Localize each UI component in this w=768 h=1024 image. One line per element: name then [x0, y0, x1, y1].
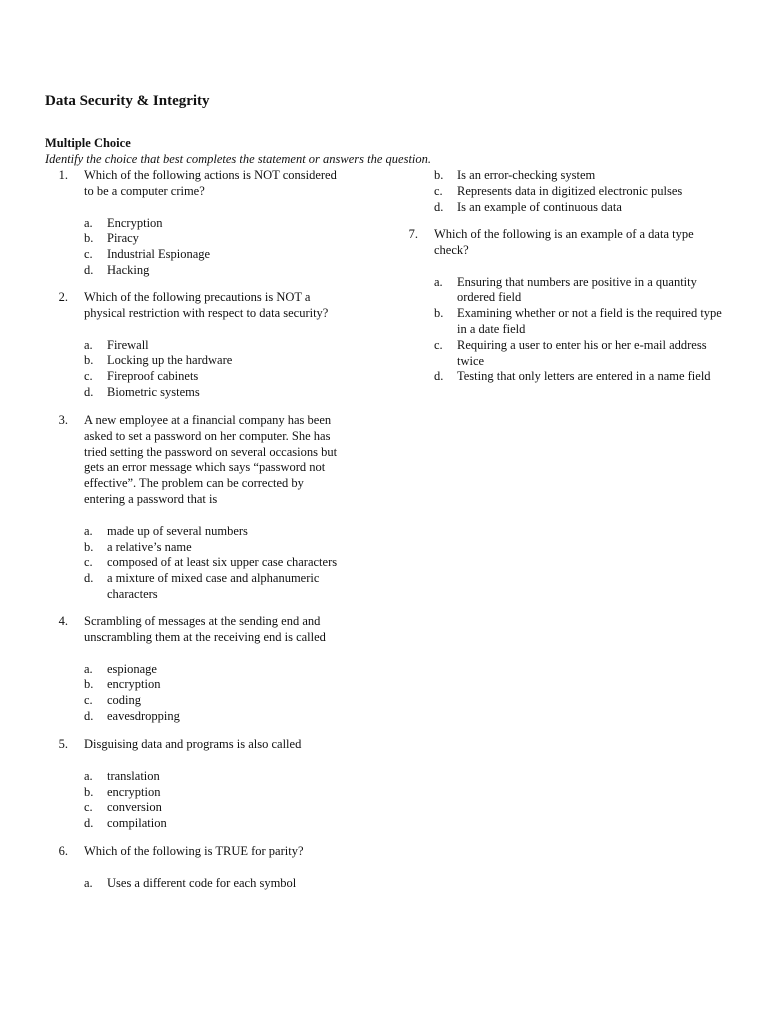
- option: [395, 306, 725, 338]
- option-letter: c.: [84, 369, 93, 384]
- question-2: [45, 290, 345, 401]
- option-letter: a.: [84, 768, 93, 783]
- option: [45, 571, 345, 603]
- option: [45, 385, 345, 401]
- option-letter: a.: [84, 215, 93, 230]
- question-6: [45, 844, 345, 892]
- option-letter: d.: [84, 571, 94, 586]
- question-7: [395, 227, 725, 385]
- option-letter: d.: [434, 369, 444, 384]
- option: [45, 693, 345, 709]
- option: [45, 816, 345, 832]
- option-text: Encryption: [107, 215, 163, 230]
- option-text: Industrial Espionage: [107, 247, 211, 262]
- option-letter: c.: [434, 337, 443, 352]
- option-text: Piracy: [107, 231, 139, 246]
- question-text: Scrambling of messages at the sending end and unscrambling them at the receiving end is called: [84, 614, 326, 644]
- option-text: Uses a different code for each symbol: [107, 875, 297, 890]
- section-title: Multiple Choice: [45, 136, 131, 150]
- question-1: [45, 168, 345, 279]
- question-text: Which of the following actions is NOT considered to be a computer crime?: [84, 168, 337, 198]
- option-letter: b.: [84, 539, 94, 554]
- option-text: eavesdropping: [107, 708, 180, 723]
- option: [395, 168, 725, 184]
- option-text: coding: [107, 693, 142, 708]
- question-number: 3.: [58, 413, 68, 427]
- option-letter: d.: [84, 816, 94, 831]
- option: [395, 369, 725, 385]
- option-letter: a.: [84, 337, 93, 352]
- option-letter: c.: [84, 693, 93, 708]
- option-letter: b.: [84, 677, 94, 692]
- option: [45, 338, 345, 354]
- option-letter: c.: [84, 800, 93, 815]
- question-text: Which of the following is an example of a data type check?: [434, 227, 694, 257]
- option: [45, 662, 345, 678]
- option-letter: c.: [84, 555, 93, 570]
- option-text: encryption: [107, 784, 161, 799]
- question-number: 7.: [408, 227, 418, 241]
- option-text: Locking up the hardware: [107, 353, 233, 368]
- option: [45, 876, 345, 892]
- instructions: Identify the choice that best completes the statement or answers the question.: [45, 152, 432, 166]
- option: [45, 800, 345, 816]
- question-text: Which of the following precautions is NOT a physical restriction with respect to data security?: [84, 290, 329, 320]
- option-letter: d.: [84, 708, 94, 723]
- option: [45, 785, 345, 801]
- option-text: Requiring a user to enter his or her e-mail address twice: [457, 337, 707, 368]
- option: [45, 540, 345, 556]
- option-letter: c.: [84, 247, 93, 262]
- option: [45, 353, 345, 369]
- option-text: a relative’s name: [107, 539, 192, 554]
- option-letter: b.: [84, 231, 94, 246]
- option-text: Testing that only letters are entered in a name field: [457, 369, 711, 384]
- option-text: compilation: [107, 816, 167, 831]
- option-letter: c.: [434, 183, 443, 198]
- option-text: Ensuring that numbers are positive in a quantity ordered field: [457, 274, 697, 305]
- option: [395, 200, 725, 216]
- question-3: [45, 413, 345, 603]
- option: [45, 231, 345, 247]
- question-text: Disguising data and programs is also called: [84, 737, 302, 751]
- option-text: composed of at least six upper case characters: [107, 555, 338, 570]
- option-text: espionage: [107, 661, 157, 676]
- option-letter: d.: [434, 199, 444, 214]
- question-5: [45, 737, 345, 832]
- option: [45, 769, 345, 785]
- option-text: made up of several numbers: [107, 523, 248, 538]
- option-text: translation: [107, 768, 160, 783]
- option-letter: a.: [434, 274, 443, 289]
- option: [45, 677, 345, 693]
- option: [45, 263, 345, 279]
- page-title: Data Security & Integrity: [45, 93, 210, 109]
- option: [395, 275, 725, 307]
- option: [45, 369, 345, 385]
- option: [395, 184, 725, 200]
- option-text: Firewall: [107, 337, 149, 352]
- question-text: A new employee at a financial company has been asked to set a password on her computer. She has tried setting the password on several occasions but gets an error message which says “password not effective”. The problem can be corrected by entering a password that is: [84, 413, 338, 506]
- question-4: [45, 614, 345, 725]
- option-letter: a.: [84, 523, 93, 538]
- option-letter: a.: [84, 875, 93, 890]
- option: [45, 524, 345, 540]
- option: [395, 338, 725, 370]
- option-letter: a.: [84, 661, 93, 676]
- option-text: Examining whether or not a field is the required type in a date field: [457, 306, 722, 336]
- option: [45, 247, 345, 263]
- option-text: a mixture of mixed case and alphanumeric characters: [107, 571, 320, 601]
- option-text: encryption: [107, 677, 161, 692]
- option-text: Is an example of continuous data: [457, 199, 622, 214]
- option: [45, 709, 345, 725]
- question-number: 4.: [58, 614, 68, 628]
- option-text: Biometric systems: [107, 384, 200, 399]
- option: [45, 216, 345, 232]
- option-text: Hacking: [107, 262, 150, 277]
- option-text: conversion: [107, 800, 162, 815]
- option: [45, 555, 345, 571]
- question-number: 1.: [58, 168, 68, 182]
- option-letter: b.: [434, 306, 444, 321]
- option-letter: b.: [434, 168, 444, 182]
- option-letter: b.: [84, 784, 94, 799]
- option-text: Fireproof cabinets: [107, 369, 199, 384]
- option-letter: d.: [84, 262, 94, 277]
- question-number: 5.: [58, 737, 68, 751]
- question-number: 2.: [58, 290, 68, 304]
- question-text: Which of the following is TRUE for parity?: [84, 844, 304, 858]
- question-6-continued: [395, 168, 725, 215]
- option-letter: d.: [84, 384, 94, 399]
- option-text: Is an error-checking system: [457, 168, 596, 182]
- option-letter: b.: [84, 353, 94, 368]
- option-text: Represents data in digitized electronic pulses: [457, 183, 683, 198]
- question-number: 6.: [58, 844, 68, 858]
